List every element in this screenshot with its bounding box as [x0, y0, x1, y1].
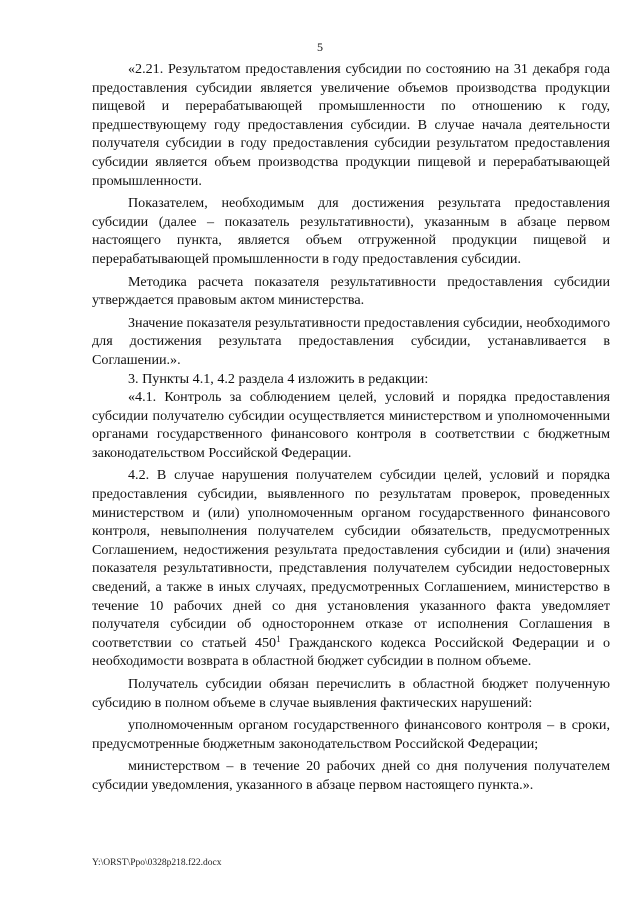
footer-file-path: Y:\ORST\Ppo\0328p218.f22.docx — [92, 858, 222, 868]
paragraph-indicator: Показателем, необходимым для достижения результата предоставления субсидии (далее – показатель результативности), указанным в абзаце первом настоящего пункта, является объем отгруженной продукции пищевой и перерабатывающей промышленности в году предоставления субсидии. — [92, 195, 610, 267]
paragraph-methodology: Методика расчета показателя результативности предоставления субсидии утверждается правовым актом министерства. — [92, 273, 610, 309]
paragraph-4-2-tail: Гражданского кодекса Российской Федерации и о необходимости возврата в областной бюджет субсидии в полном объеме. — [92, 634, 610, 670]
paragraph-control-body-term: уполномоченным органом государственного финансового контроля – в сроки, предусмотренные бюджетным законодательством Российской Федерации; — [92, 717, 610, 752]
paragraph-4-2-text: 4.2. В случае нарушения получателем субсидии целей, условий и порядка предоставления субсидии, выявленного по результатам проверок, проведенных министерством и (или) уполномоченным органом государственного финансового контроля, невыполнения получателем субсидии обязательств, предусмотренных Соглашением, недостижения результата предоставления субсидии и (или) значения показателя результативности, представления получателем субсидии недостоверных сведений, а также в иных случаях, предусмотренных Соглашением, министерство в течение 10 рабочих дней со дня установления указанного факта уведомляет получателя субсидии об одностороннем отказе от исполнения Соглашения в соответствии со статьей 450 — [92, 467, 610, 651]
document-body — [92, 60, 610, 795]
paragraph-item-3: 3. Пункты 4.1, 4.2 раздела 4 изложить в редакции: — [128, 370, 429, 387]
paragraph-return-obligation: Получатель субсидии обязан перечислить в областной бюджет полученную субсидию в полном объеме в случае выявления фактических нарушений: — [92, 676, 610, 711]
paragraph-indicator-value: Значение показателя результативности предоставления субсидии, необходимого для достижения результата предоставления субсидии, устанавливается в Соглашении.». — [92, 314, 610, 368]
paragraph-4-1: «4.1. Контроль за соблюдением целей, условий и порядка предоставления субсидии получателю субсидии осуществляется министерством и уполномоченными органами государственного финансового контроля в соответствии с бюджетным законодательством Российской Федерации. — [92, 389, 610, 461]
page-number: 5 — [317, 40, 323, 54]
paragraph-2-21: «2.21. Результатом предоставления субсидии по состоянию на 31 декабря года предоставления субсидии является увеличение объемов производства продукции пищевой и перерабатывающей промышленности по отношению к году, предшествующему году предоставления субсидии. В случае начала деятельности получателя субсидии в году предоставления субсидии результатом предоставления субсидии является объем производства продукции пищевой и перерабатывающей промышленности. — [92, 61, 610, 189]
superscript: 1 — [276, 633, 281, 644]
paragraph-ministry-term: министерством – в течение 20 рабочих дней со дня получения получателем субсидии уведомления, указанного в абзаце первом настоящего пункта.». — [92, 758, 610, 793]
paragraph-4-2 — [92, 466, 610, 671]
